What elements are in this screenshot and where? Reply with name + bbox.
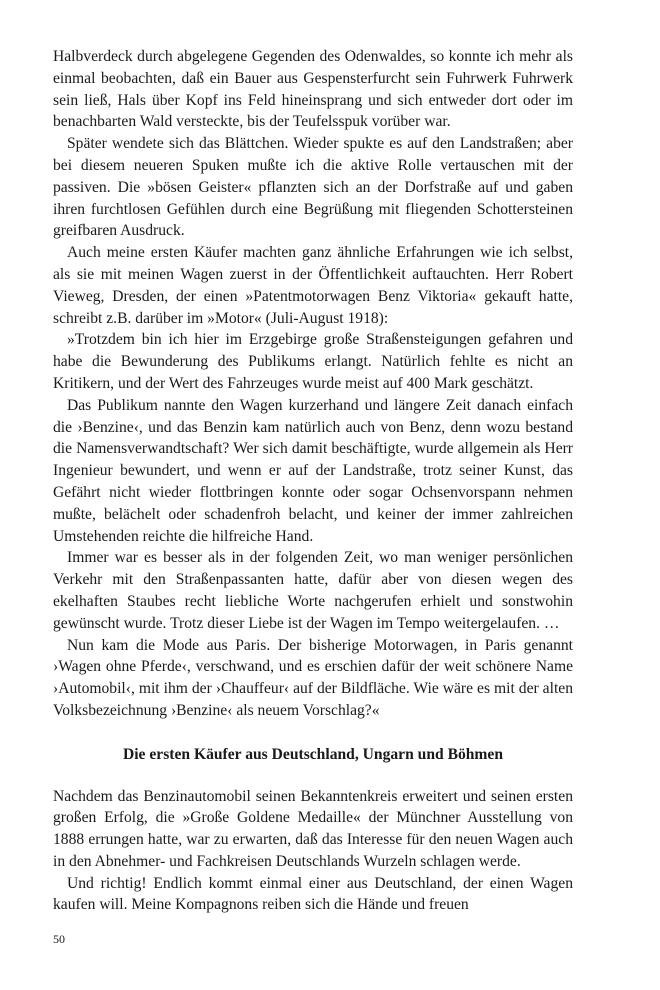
paragraph: Auch meine ersten Käufer machten ganz ähnliche Erfahrungen wie ich selbst, als sie mit meinen Wagen zuerst in der Öffentlichkeit auftauchten. Herr Robert Vieweg, Dresden, der einen »Patentmotorwagen Benz Viktoria« gekauft hatte, schreibt z.B. darüber im »Motor« (Juli-August 1918): <box>53 244 573 327</box>
page-number: 50 <box>53 932 65 946</box>
quote-paragraph: Das Publikum nannte den Wagen kurzerhand und längere Zeit danach einfach die ›Benzine‹, und das Benzin kam natürlich auch von Benz, denn wozu bestand die Namensverwandtschaft? Wer sich damit beschäftigte, wurde allgemein als Herr Ingenieur bewundert, und wenn er auf der Landstraße, trotz seiner Kunst, das Gefährt nicht wieder flottbringen konnte oder sogar Ochsenvorspann nehmen mußte, belächelt oder schadenfroh belacht, und keiner der immer zahlreichen Umstehenden reichte die hilfreiche Hand. <box>53 396 573 545</box>
paragraph: Und richtig! Endlich kommt einmal einer aus Deutschland, der einen Wagen kaufen will. Meine Kompagnons reiben sich die Hände und freuen <box>53 874 573 914</box>
body-text <box>53 46 573 916</box>
paragraph: Später wendete sich das Blättchen. Wieder spukte es auf den Landstraßen; aber bei diesem neueren Spuken mußte ich die aktive Rolle vertauschen mit der passiven. Die »bösen Geister« pflanzten sich an der Dorfstraße auf und gaben ihren furchtlosen Gefühlen durch eine Begrüßung mit fliegenden Schottersteinen greifbaren Ausdruck. <box>53 135 573 240</box>
quote-paragraph: Immer war es besser als in der folgenden Zeit, wo man weniger persönlichen Verkehr mit den Straßenpassanten hatte, dafür aber von diesen wegen des ekelhaften Staubes recht liebliche Worte nachgerufen erhielt und sonstwohin gewünscht wurde. Trotz dieser Liebe ist der Wagen im Tempo weitergelaufen. … <box>53 549 573 632</box>
quote-paragraph: Nun kam die Mode aus Paris. Der bisherige Motorwagen, in Paris genannt ›Wagen ohne Pferde‹, verschwand, und es erschien dafür der weit schönere Name ›Automobil‹, mit ihm der ›Chauffeur‹ auf der Bildfläche. Wie wäre es mit der alten Volksbezeichnung ›Benzine‹ als neuem Vorschlag?« <box>53 636 573 719</box>
paragraph: Halbverdeck durch abgelegene Gegenden des Odenwaldes, so konnte ich mehr als einmal beobachten, daß ein Bauer aus Gespensterfurcht sein Fuhrwerk Fuhrwerk sein ließ, Hals über Kopf ins Feld hineinsprang und sich entweder dort oder im benachbarten Wald versteckte, bis der Teufelsspuk vorüber war. <box>53 48 573 131</box>
quote-paragraph: »Trotzdem bin ich hier im Erzgebirge große Straßensteigungen gefahren und habe die Bewunderung des Publikums erlangt. Natürlich fehlte es nicht an Kritikern, und der Wert des Fahrzeuges wurde meist auf 400 Mark geschätzt. <box>53 331 573 392</box>
paragraph: Nachdem das Benzinautomobil seinen Bekanntenkreis erweitert und seinen ersten großen Erfolg, die »Große Goldene Medaille« der Münchner Ausstellung von 1888 errungen hatte, war zu erwarten, daß das Interesse für den neuen Wagen auch in den Abnehmer- und Fachkreisen Deutschlands Wurzeln schlagen werde. <box>53 787 573 870</box>
section-heading: Die ersten Käufer aus Deutschland, Ungarn und Böhmen <box>122 745 504 763</box>
